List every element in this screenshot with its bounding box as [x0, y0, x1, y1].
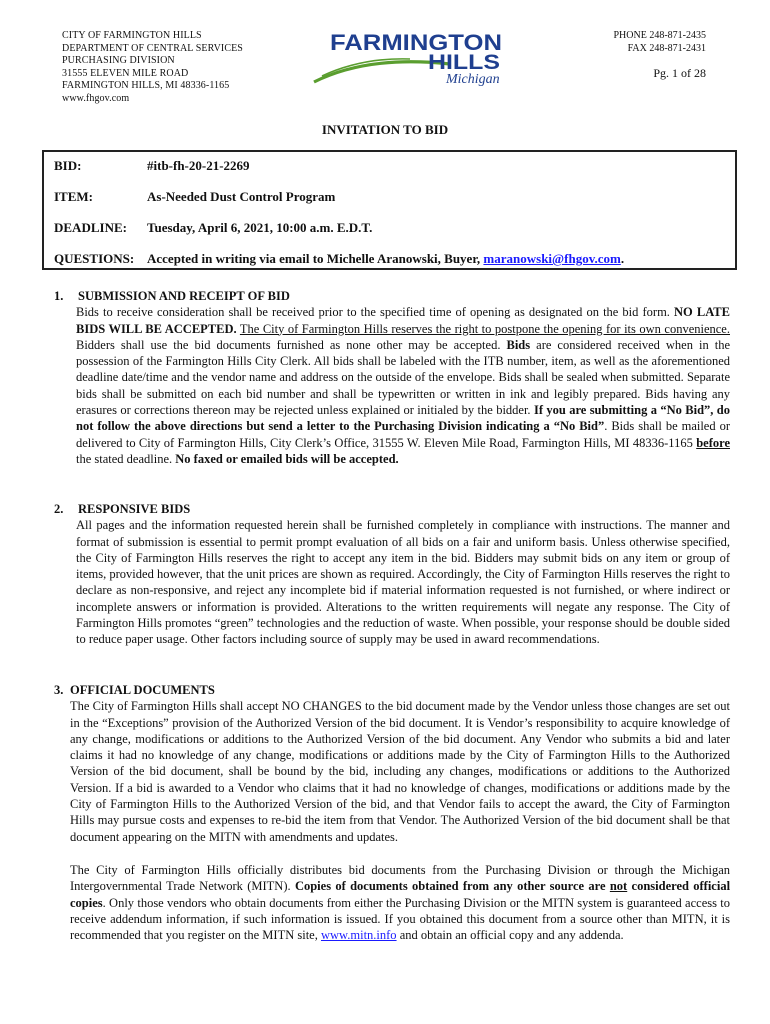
logo-line2: HILLS [428, 51, 500, 74]
body-bold: No faxed or emailed bids will be accepted. [175, 451, 399, 466]
section-heading [54, 501, 730, 517]
body-text: and obtain an official copy and any addenda. [399, 928, 624, 943]
bid-label: BID: [54, 158, 82, 173]
phone-text: PHONE 248-871-2435 [613, 30, 706, 41]
section-responsive-bids [54, 501, 730, 648]
body-bold: NO LATE BIDS WILL BE ACCEPTED. [76, 305, 730, 336]
body-bold: considered official copies [70, 879, 731, 910]
body-bold-underline: before [696, 435, 730, 450]
bid-info-box [42, 150, 737, 270]
logo-line1: FARMINGTON [330, 30, 502, 55]
logo-script: Michigan [446, 72, 500, 86]
section-number: 2. [54, 502, 64, 516]
body-text: If you obtained this document from a source other than MITN, it is recommended that you register on the MITN site, [70, 911, 731, 943]
bid-row [54, 158, 250, 174]
section-body: The City of Farmington Hills shall accept NO CHANGES to the bid document made by the Vendor unless those changes are set out in the “Exceptions” provision of the Authorized Version of the bid document. It is Vendor’s responsibility to acquire knowledge of any change, modifications or additions to the Authorized Version of the bid document. Any Vendor who submits a bid and later claims it had no knowledge of any change, modifications or additions made by the City of Farmington Hills to the Authorized Version of the bid document, shall be bound by the bid, including any changes, modifications or additions to the Authorized Version. If a bid is awarded to a Vendor who claims that it had no knowledge of changes, modifications or additions made by the City of Farmington Hills to the Authorized Version of the bid, and that Vendor fails to accept the award, the City of Farmington Hills may pursue costs and expenses to re-bid the item from that Vendor. The Authorized Version of the bid document shall be that document appearing on the MITN with amendments and updates. [70, 699, 730, 844]
section-body-2 [70, 862, 730, 943]
bid-value: #itb-fh-20-21-2269 [147, 158, 250, 173]
section-title: SUBMISSION AND RECEIPT OF BID [78, 289, 290, 303]
document-title: INVITATION TO BID [321, 122, 449, 137]
address-line: PURCHASING DIVISION [62, 55, 175, 67]
section-body [76, 304, 730, 467]
deadline-label: DEADLINE: [54, 220, 127, 235]
farmington-hills-logo [310, 28, 525, 86]
fax-text: FAX 248-871-2431 [627, 42, 706, 54]
body-bold: Copies of documents obtained from any other source are [294, 879, 606, 894]
section-body: All pages and the information requested herein shall be furnished completely in compliance with instructions. The manner and format of submission is essential to permit prompt evaluation of all bids on a fair and uniform basis. Unless otherwise specified, the City of Farmington Hills reserves the right to accept any item in the bid. Bidders may submit bids on any item or group of items, provided however, that the unit prices are shown as required. Accordingly, the City of Farmington Hills reserves the right to declare as non-responsive, and reject any incomplete bid if material information requested is not furnished, or where indirect or incomplete answers or information is provided. Alterations to the written requirements will negate any response. The City of Farmington Hills promotes “green” technologies and the reduction of waste. When possible, your response should be double sided to reduce paper usage. Other factors including source of supply may be used in award recommendations. [76, 518, 730, 647]
address-line: DEPARTMENT OF CENTRAL SERVICES [62, 42, 243, 54]
body-text: Bidders shall use the bid documents furnished as none other may be accepted. [76, 337, 501, 352]
mitn-link[interactable]: www.mitn.info [320, 928, 397, 943]
section-title: RESPONSIVE BIDS [78, 502, 191, 516]
address-line: CITY OF FARMINGTON HILLS [62, 30, 202, 41]
body-text: are considered received when in the possession of the Farmington Hills City Clerk. All bids shall be labeled with the ITB number, item, as well as the aforementioned deadline date/time and the vendor name and address on the outside of the envelope. Bids shall be sealed when submitted. Separate bids shall be submitted on each bid number and shall be typewritten or written in ink and legibly prepared. Bids having any erasures or corrections thereon may be rejected unless explained or initialed by the bidder. [76, 337, 730, 418]
section-heading [54, 288, 730, 304]
body-underline: The City of Farmington Hills reserves the right to postpone the opening for its own convenience. [239, 321, 730, 336]
body-text: Bids to receive consideration shall be received prior to the specified time of opening as designated on the bid form. [76, 305, 670, 320]
deadline-row [54, 220, 372, 236]
page-number: Pg. 1 of 28 [653, 66, 706, 80]
website-text: www.fhgov.com [62, 92, 130, 104]
body-bold: If you are submitting a “No Bid”, do not follow the above directions but send a letter to the Purchasing Division indicating a “No Bid” [76, 403, 730, 434]
body-text: the stated deadline. [76, 451, 173, 466]
buyer-email-link[interactable]: maranowski@fhgov.com [483, 251, 621, 266]
section-official-documents [54, 682, 730, 943]
section-heading [54, 682, 730, 698]
questions-row [54, 251, 624, 267]
body-bold: Bids [506, 337, 531, 352]
section-number: 3. [54, 683, 64, 697]
section-title: OFFICIAL DOCUMENTS [70, 683, 215, 697]
city-address-block [62, 30, 243, 106]
section-submission [54, 288, 730, 467]
body-text: . Only those vendors who obtain documents from either the Purchasing Division or the MITN system is guaranteed access to receive addendum information, if such information is issued. [70, 895, 730, 926]
body-bold-underline: not [609, 879, 628, 894]
questions-period: . [620, 251, 625, 266]
questions-label: QUESTIONS: [54, 251, 135, 266]
address-line: 31555 ELEVEN MILE ROAD [62, 67, 189, 79]
body-text: The City of Farmington Hills officially distributes bid documents from the Purchasing Division or through the Michigan Intergovernmental Trade Network (MITN). [70, 862, 730, 894]
deadline-value: Tuesday, April 6, 2021, 10:00 a.m. E.D.T. [147, 220, 373, 235]
address-line: FARMINGTON HILLS, MI 48336-1165 [62, 80, 230, 92]
questions-value: Accepted in writing via email to Michelle Aranowski, Buyer, [147, 251, 481, 266]
item-row [54, 189, 335, 205]
body-text: . Bids shall be mailed or delivered to City of Farmington Hills, City Clerk’s Office, 31555 W. Eleven Mile Road, Farmington Hills, MI 48336-1165 [76, 419, 730, 450]
item-value: As-Needed Dust Control Program [147, 189, 336, 204]
contact-block [614, 30, 707, 55]
item-label: ITEM: [54, 189, 93, 204]
section-number: 1. [54, 289, 64, 303]
